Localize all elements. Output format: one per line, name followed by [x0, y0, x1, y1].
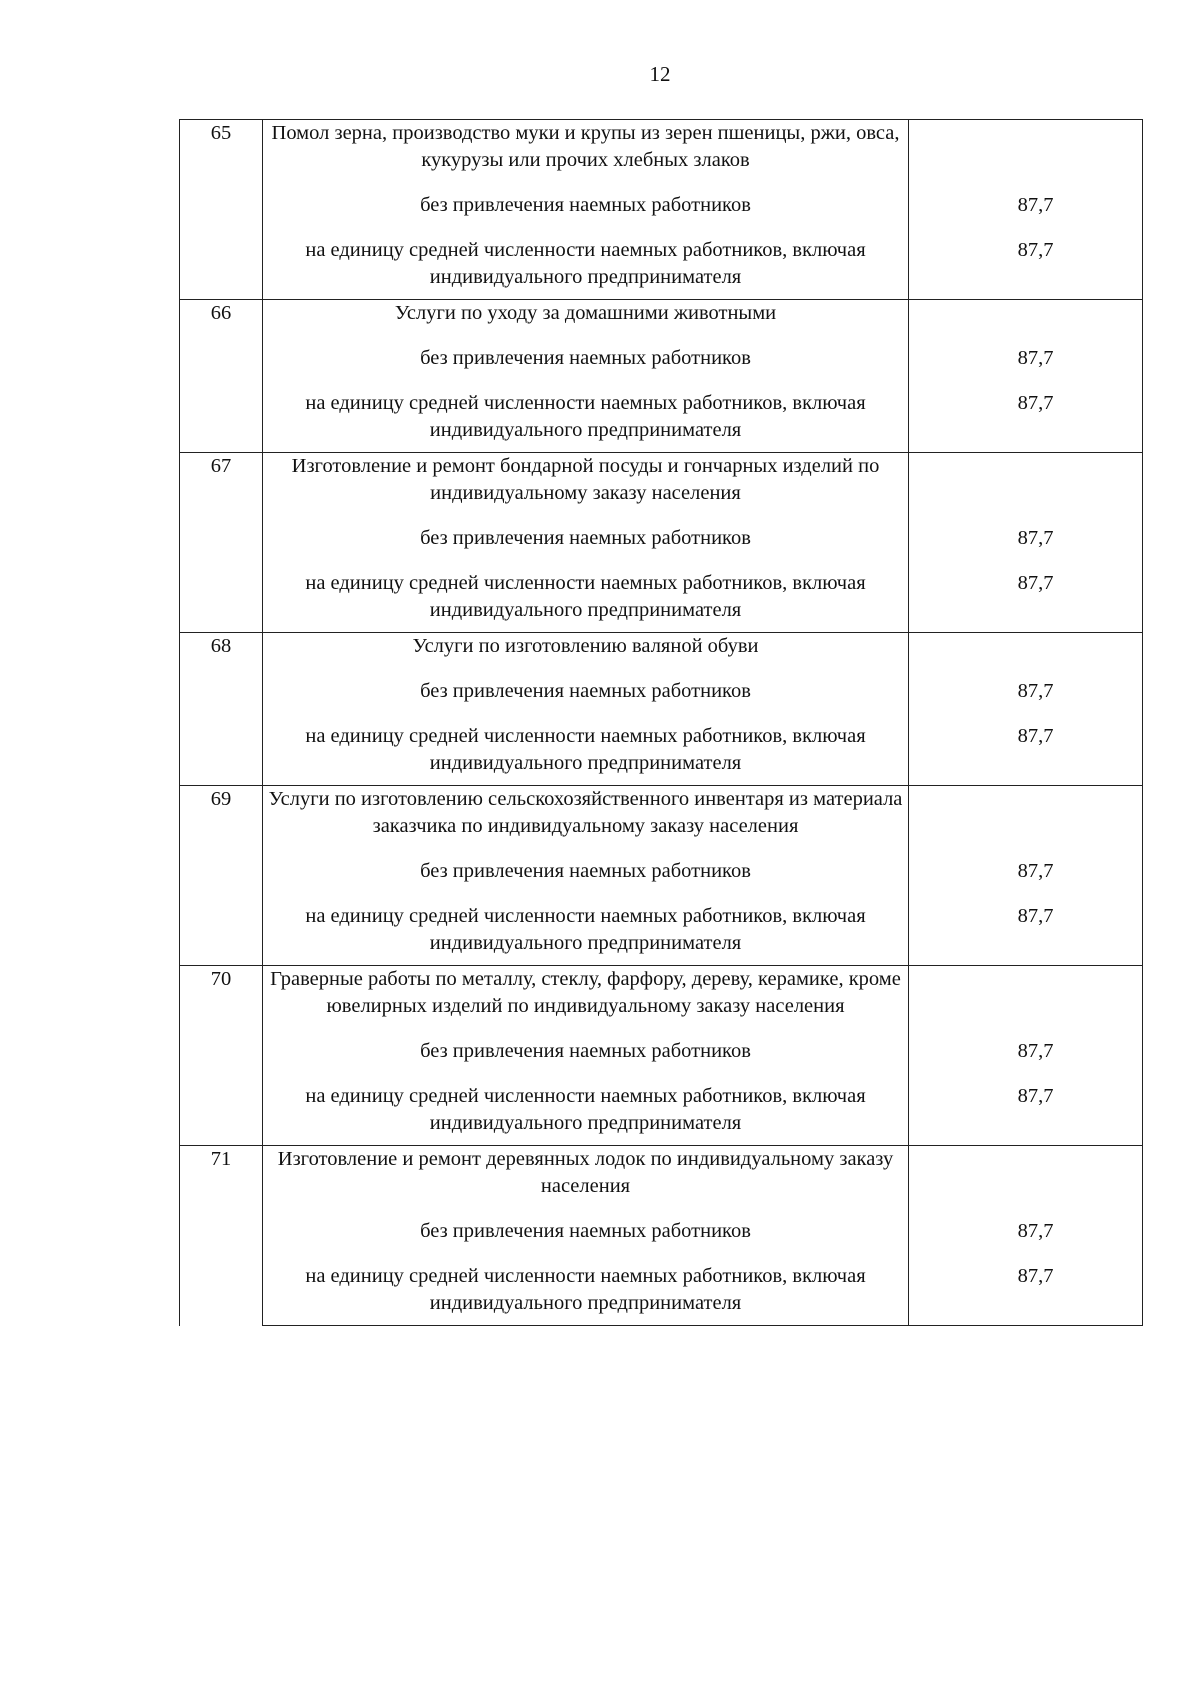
- table-row-activity: [180, 300, 1143, 328]
- activity-value-cell: [909, 300, 1143, 328]
- no-employees-value: 87,7: [1017, 1040, 1054, 1062]
- no-employees-value: 87,7: [1017, 680, 1054, 702]
- table-row-activity: [180, 453, 1143, 508]
- activity-value-cell: [909, 633, 1143, 661]
- no-employees-label: без привлечения наемных работников: [420, 1220, 751, 1242]
- per-employee-label: на единицу средней численности наемных работников, включая индивидуального предпринимателя: [305, 905, 866, 954]
- per-employee-label-cell: [263, 552, 909, 633]
- no-employees-value-cell: [909, 840, 1143, 885]
- no-employees-value: 87,7: [1017, 527, 1054, 549]
- row-number-cell: [180, 453, 263, 633]
- no-employees-label-cell: [263, 1200, 909, 1245]
- activity-title: Услуги по изготовлению сельскохозяйственного инвентаря из материала заказчика по индивидуальному заказу населения: [268, 788, 903, 837]
- rates-table: [179, 119, 1143, 1326]
- table-row-no-employees: [180, 1020, 1143, 1065]
- no-employees-value-cell: [909, 507, 1143, 552]
- table-row-no-employees: [180, 1200, 1143, 1245]
- no-employees-value-cell: [909, 1020, 1143, 1065]
- per-employee-label: на единицу средней численности наемных работников, включая индивидуального предпринимателя: [305, 239, 866, 288]
- row-number: 65: [210, 122, 232, 144]
- activity-title-cell: [263, 786, 909, 841]
- activity-title: Граверные работы по металлу, стеклу, фарфору, дереву, керамике, кроме ювелирных изделий по индивидуальному заказу населения: [270, 968, 901, 1017]
- no-employees-value: 87,7: [1017, 194, 1054, 216]
- table-row-activity: [180, 1146, 1143, 1201]
- table-row-per-employee: [180, 552, 1143, 633]
- table-row-per-employee: [180, 1245, 1143, 1326]
- per-employee-label: на единицу средней численности наемных работников, включая индивидуального предпринимателя: [305, 392, 866, 441]
- per-employee-value-cell: [909, 219, 1143, 300]
- activity-title-cell: [263, 300, 909, 328]
- per-employee-value-cell: [909, 1065, 1143, 1146]
- activity-title: Изготовление и ремонт бондарной посуды и гончарных изделий по индивидуальному заказу населения: [291, 455, 880, 504]
- no-employees-label-cell: [263, 840, 909, 885]
- table-row-no-employees: [180, 840, 1143, 885]
- per-employee-value: 87,7: [1017, 905, 1054, 927]
- no-employees-value-cell: [909, 327, 1143, 372]
- per-employee-value: 87,7: [1017, 392, 1054, 414]
- table-row-per-employee: [180, 1065, 1143, 1146]
- rates-table-body: [180, 120, 1143, 1326]
- table-row-no-employees: [180, 327, 1143, 372]
- no-employees-label: без привлечения наемных работников: [420, 860, 751, 882]
- per-employee-value: 87,7: [1017, 1265, 1054, 1287]
- per-employee-label-cell: [263, 372, 909, 453]
- activity-value-cell: [909, 786, 1143, 841]
- no-employees-value: 87,7: [1017, 347, 1054, 369]
- row-number: 66: [210, 302, 232, 324]
- no-employees-value-cell: [909, 174, 1143, 219]
- table-row-activity: [180, 120, 1143, 175]
- no-employees-label: без привлечения наемных работников: [420, 527, 751, 549]
- per-employee-label: на единицу средней численности наемных работников, включая индивидуального предпринимателя: [305, 572, 866, 621]
- activity-title-cell: [263, 966, 909, 1021]
- table-row-per-employee: [180, 372, 1143, 453]
- per-employee-value: 87,7: [1017, 725, 1054, 747]
- table-row-per-employee: [180, 219, 1143, 300]
- activity-title: Услуги по уходу за домашними животными: [394, 302, 777, 324]
- table-row-activity: [180, 633, 1143, 661]
- no-employees-label-cell: [263, 327, 909, 372]
- per-employee-label: на единицу средней численности наемных работников, включая индивидуального предпринимателя: [305, 1265, 866, 1314]
- no-employees-label: без привлечения наемных работников: [420, 680, 751, 702]
- per-employee-value-cell: [909, 705, 1143, 786]
- row-number-cell: [180, 300, 263, 453]
- row-number-cell: [180, 966, 263, 1146]
- activity-title-cell: [263, 1146, 909, 1201]
- row-number-cell: [180, 1146, 263, 1326]
- table-row-activity: [180, 786, 1143, 841]
- per-employee-label-cell: [263, 219, 909, 300]
- no-employees-label: без привлечения наемных работников: [420, 194, 751, 216]
- per-employee-label-cell: [263, 885, 909, 966]
- table-row-activity: [180, 966, 1143, 1021]
- activity-title: Изготовление и ремонт деревянных лодок по индивидуальному заказу населения: [277, 1148, 894, 1197]
- no-employees-label-cell: [263, 1020, 909, 1065]
- page-number: 12: [649, 62, 671, 86]
- activity-value-cell: [909, 1146, 1143, 1201]
- no-employees-label: без привлечения наемных работников: [420, 1040, 751, 1062]
- row-number-cell: [180, 120, 263, 300]
- per-employee-value: 87,7: [1017, 239, 1054, 261]
- table-row-no-employees: [180, 660, 1143, 705]
- per-employee-value: 87,7: [1017, 1085, 1054, 1107]
- activity-value-cell: [909, 966, 1143, 1021]
- no-employees-value: 87,7: [1017, 1220, 1054, 1242]
- row-number: 68: [210, 635, 232, 657]
- no-employees-label: без привлечения наемных работников: [420, 347, 751, 369]
- per-employee-label: на единицу средней численности наемных работников, включая индивидуального предпринимателя: [305, 725, 866, 774]
- activity-value-cell: [909, 453, 1143, 508]
- per-employee-label-cell: [263, 1065, 909, 1146]
- activity-title-cell: [263, 453, 909, 508]
- table-row-per-employee: [180, 885, 1143, 966]
- activity-value-cell: [909, 120, 1143, 175]
- table-row-no-employees: [180, 507, 1143, 552]
- rates-table-container: [179, 119, 1142, 1326]
- row-number: 69: [210, 788, 232, 810]
- activity-title-cell: [263, 633, 909, 661]
- row-number: 71: [210, 1148, 232, 1170]
- no-employees-value-cell: [909, 660, 1143, 705]
- table-row-no-employees: [180, 174, 1143, 219]
- no-employees-label-cell: [263, 174, 909, 219]
- activity-title-cell: [263, 120, 909, 175]
- per-employee-value-cell: [909, 885, 1143, 966]
- per-employee-label-cell: [263, 1245, 909, 1326]
- row-number: 67: [210, 455, 232, 477]
- no-employees-label-cell: [263, 507, 909, 552]
- row-number-cell: [180, 786, 263, 966]
- no-employees-value: 87,7: [1017, 860, 1054, 882]
- per-employee-value-cell: [909, 372, 1143, 453]
- per-employee-label: на единицу средней численности наемных работников, включая индивидуального предпринимателя: [305, 1085, 866, 1134]
- per-employee-value-cell: [909, 552, 1143, 633]
- per-employee-value-cell: [909, 1245, 1143, 1326]
- per-employee-value: 87,7: [1017, 572, 1054, 594]
- row-number-cell: [180, 633, 263, 786]
- per-employee-label-cell: [263, 705, 909, 786]
- activity-title: Помол зерна, производство муки и крупы из зерен пшеницы, ржи, овса, кукурузы или прочих хлебных злаков: [271, 122, 900, 171]
- row-number: 70: [210, 968, 232, 990]
- table-row-per-employee: [180, 705, 1143, 786]
- no-employees-label-cell: [263, 660, 909, 705]
- activity-title: Услуги по изготовлению валяной обуви: [412, 635, 759, 657]
- no-employees-value-cell: [909, 1200, 1143, 1245]
